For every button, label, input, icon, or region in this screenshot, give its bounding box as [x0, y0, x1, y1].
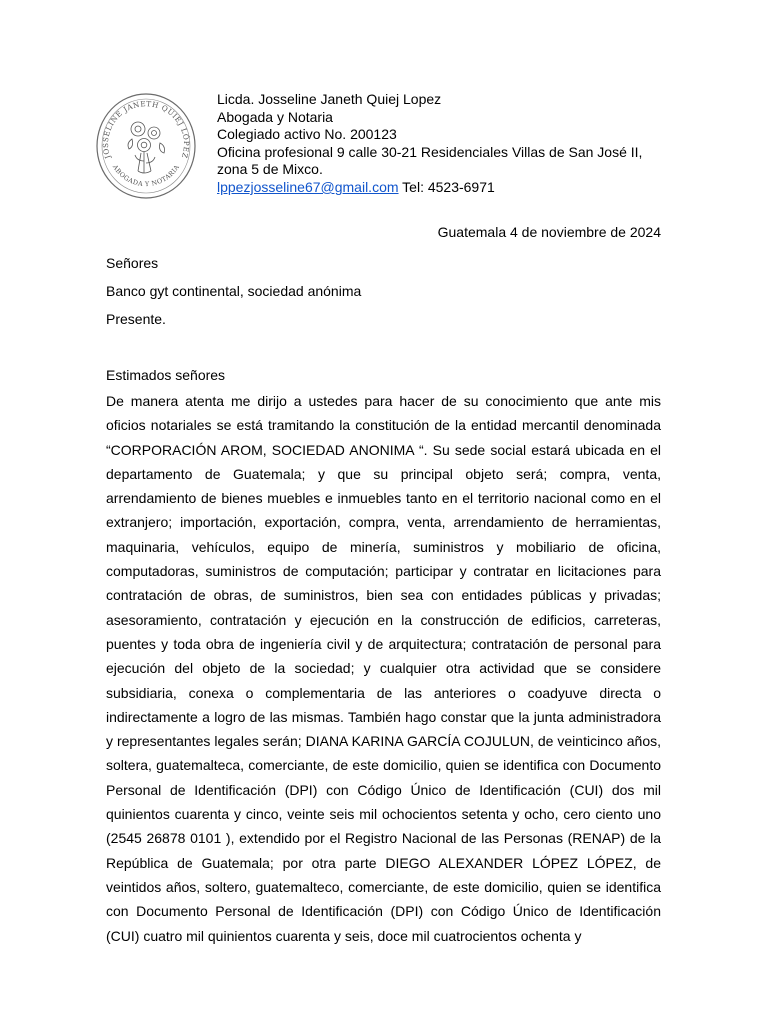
salutation: Estimados señores [106, 367, 226, 383]
contact-line [217, 179, 642, 197]
seal-bottom-text: ABOGADA Y NOTARIA [110, 163, 182, 189]
colegiado-number: Colegiado activo No. 200123 [217, 126, 397, 143]
lawyer-title: Abogada y Notaria [217, 108, 333, 125]
phone-text: Tel: 4523-6971 [398, 178, 495, 195]
flower-bouquet-icon [128, 122, 165, 173]
office-address-line1: Oficina profesional 9 calle 30-21 Residenciales Villas de San José II, [217, 143, 643, 160]
office-address-line2: zona 5 de Mixco. [217, 161, 323, 178]
letter-body: De manera atenta me dirijo a ustedes para hacer de su conocimiento que ante mis oficios notariales se está tramitando la constitución de la entidad mercantil denominada “CORPORACIÓN AROM, SOCIEDAD ANONIMA “. Su sede social estará ubicada en el departamento de Guatemala; y que su principal objeto será; compra, venta, arrendamiento de bienes muebles e inmuebles tanto en el territorio nacional como en el extranjero; importación, exportación, compra, venta, arrendamiento de herramientas, maquinaria, vehículos, equipo de minería, suministros y mobiliario de oficina, computadoras, suministros de computación; participar y contratar en licitaciones para contratación de obras, de suministros, bien sea con entidades públicas y privadas; asesoramiento, contratación y ejecución en la construcción de edificios, carreteras, puentes y toda obra de ingeniería civil y de arquitectura; contratación de personal para ejecución del objeto de la sociedad; y cualquier otra actividad que se considere subsidiaria, conexa o complementaria de las anteriores o coadyuve directa o indirectamente a logro de las mismas. También hago constar que la junta administradora y representantes legales serán; DIANA KARINA GARCÍA COJULUN, de veinticinco años, soltera, guatemalteca, comerciante, de este domicilio, quien se identifica con Documento Personal de Identificación (DPI) con Código Único de Identificación (CUI) dos mil quinientos cuarenta y cinco, veinte seis mil ochocientos setenta y ocho, cero ciento uno (2545 26878 0101 ), extendido por el Registro Nacional de las Personas (RENAP) de la República de Guatemala; por otra parte DIEGO ALEXANDER LÓPEZ LÓPEZ, de veintidos años, soltero, guatemalteco, comerciante, de este domicilio, quien se identifica con Documento Personal de Identificación (DPI) con Código Único de Identificación (CUI) cuatro mil quinientos cuarenta y seis, doce mil cuatrocientos ochenta y [106, 393, 661, 944]
recipient-line2: Banco gyt continental, sociedad anónima [106, 283, 362, 299]
recipient-line1: Señores [106, 255, 159, 271]
letterhead [217, 91, 642, 197]
letter-date: Guatemala 4 de noviembre de 2024 [437, 224, 661, 240]
lawyer-name: Licda. Josseline Janeth Quiej Lopez [217, 91, 442, 107]
svg-text:ABOGADA Y NOTARIA [110, 162, 181, 188]
notary-seal [94, 91, 198, 201]
email-link[interactable]: lppezjosseline67@gmail.com [217, 178, 399, 195]
seal-outer-text: JOSSELINE JANETH QUIEJ LÓPEZ [100, 99, 192, 160]
recipient-line3: Presente. [106, 311, 166, 327]
